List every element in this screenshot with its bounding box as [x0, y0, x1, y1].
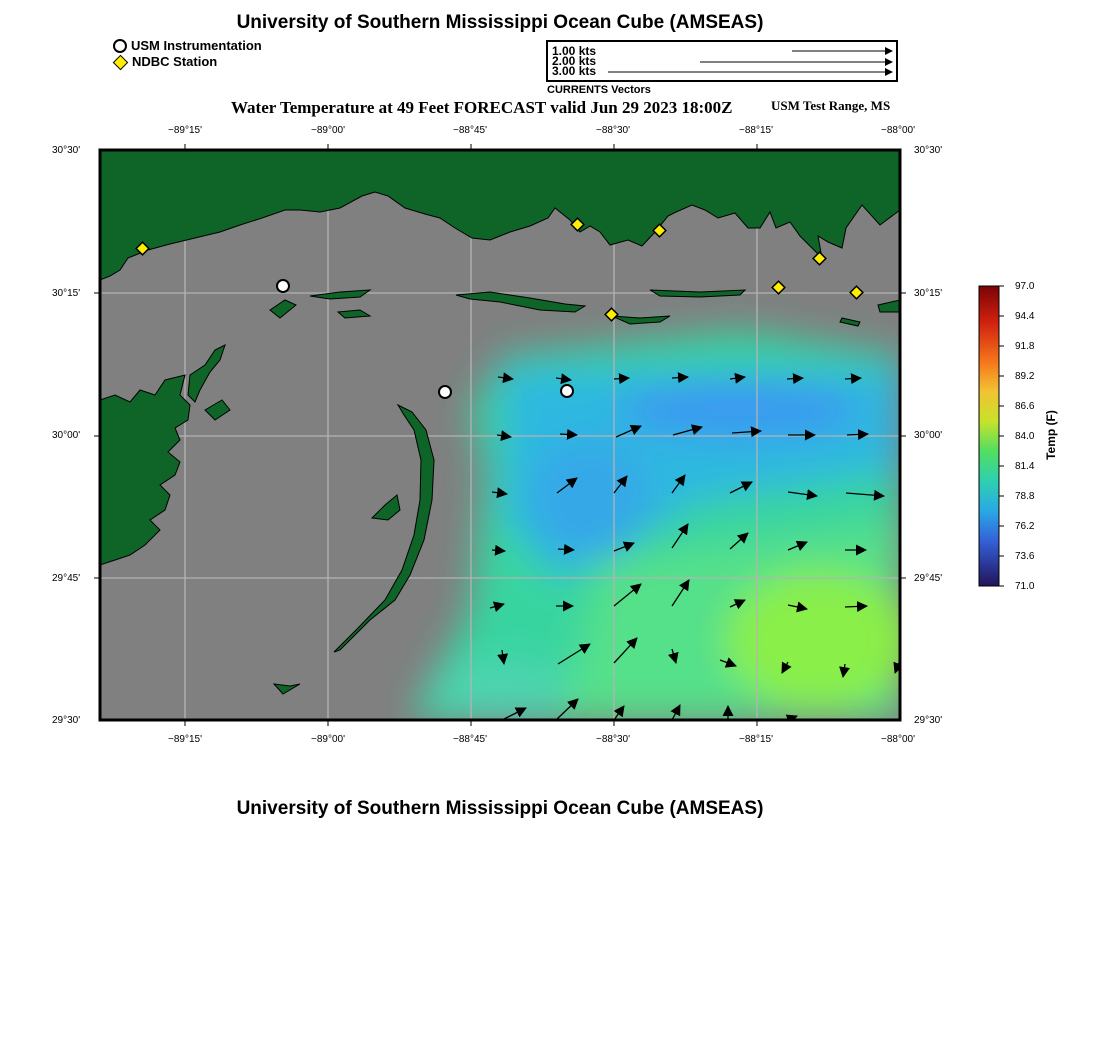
colorbar-tick-label: 71.0: [1015, 581, 1035, 592]
lat-tick-right: 30°15': [914, 288, 943, 299]
lat-tick-left: 29°30': [52, 715, 81, 726]
map-title: Water Temperature at 49 Feet FORECAST valid Jun 29 2023 18:00Z: [231, 98, 733, 117]
usm-station-marker: [439, 386, 451, 398]
usm-station-marker: [561, 385, 573, 397]
lon-tick-bottom: −89°00': [311, 734, 345, 745]
colorbar-tick-label: 76.2: [1015, 521, 1035, 532]
vector-legend-row-3: 3.00 kts: [552, 64, 597, 78]
lon-tick-bottom: −88°45': [453, 734, 487, 745]
lon-tick-bottom: −88°15': [739, 734, 773, 745]
lon-tick-top: −88°30': [596, 125, 630, 136]
lat-tick-left: 30°15': [52, 288, 81, 299]
usm-station-marker: [277, 280, 289, 292]
colorbar: [975, 282, 1007, 592]
lat-tick-left: 30°00': [52, 430, 81, 441]
lat-tick-right: 29°45': [914, 573, 943, 584]
lat-tick-right: 30°00': [914, 430, 943, 441]
colorbar-tick-label: 91.8: [1015, 341, 1035, 352]
ndbc-legend-label: NDBC Station: [132, 54, 218, 69]
colorbar-label: Temp (F): [1044, 410, 1058, 460]
colorbar-tick-label: 89.2: [1015, 371, 1035, 382]
lon-tick-bottom: −89°15': [168, 734, 202, 745]
colorbar-gradient: [979, 286, 999, 586]
lat-tick-left: 30°30': [52, 145, 81, 156]
page-title: University of Southern Mississippi Ocean Cube (AMSEAS): [236, 12, 764, 33]
lat-tick-right: 29°30': [914, 715, 943, 726]
page-footer-title: University of Southern Mississippi Ocean Cube (AMSEAS): [236, 798, 764, 819]
colorbar-ticks: [999, 286, 1004, 586]
region-label: USM Test Range, MS: [771, 98, 891, 113]
lon-tick-top: −89°15': [168, 125, 202, 136]
lon-tick-bottom: −88°00': [881, 734, 915, 745]
colorbar-tick-label: 73.6: [1015, 551, 1035, 562]
colorbar-tick-label: 86.6: [1015, 401, 1035, 412]
colorbar-tick-label: 84.0: [1015, 431, 1035, 442]
lat-tick-left: 29°45': [52, 573, 81, 584]
lon-tick-top: −88°45': [453, 125, 487, 136]
lat-tick-right: 30°30': [914, 145, 943, 156]
temperature-field: [410, 330, 915, 720]
vector-legend-caption: CURRENTS Vectors: [547, 84, 651, 96]
vector-legend-row-2: 2.00 kts: [552, 54, 597, 68]
colorbar-tick-label: 78.8: [1015, 491, 1035, 502]
usm-legend-label: USM Instrumentation: [131, 38, 262, 53]
colorbar-tick-label: 97.0: [1015, 281, 1035, 292]
colorbar-tick-label: 81.4: [1015, 461, 1035, 472]
lon-tick-top: −89°00': [311, 125, 345, 136]
lon-tick-top: −88°00': [881, 125, 915, 136]
vector-legend-row-1: 1.00 kts: [552, 44, 597, 58]
colorbar-tick-label: 94.4: [1015, 311, 1035, 322]
lon-tick-top: −88°15': [739, 125, 773, 136]
lon-tick-bottom: −88°30': [596, 734, 630, 745]
